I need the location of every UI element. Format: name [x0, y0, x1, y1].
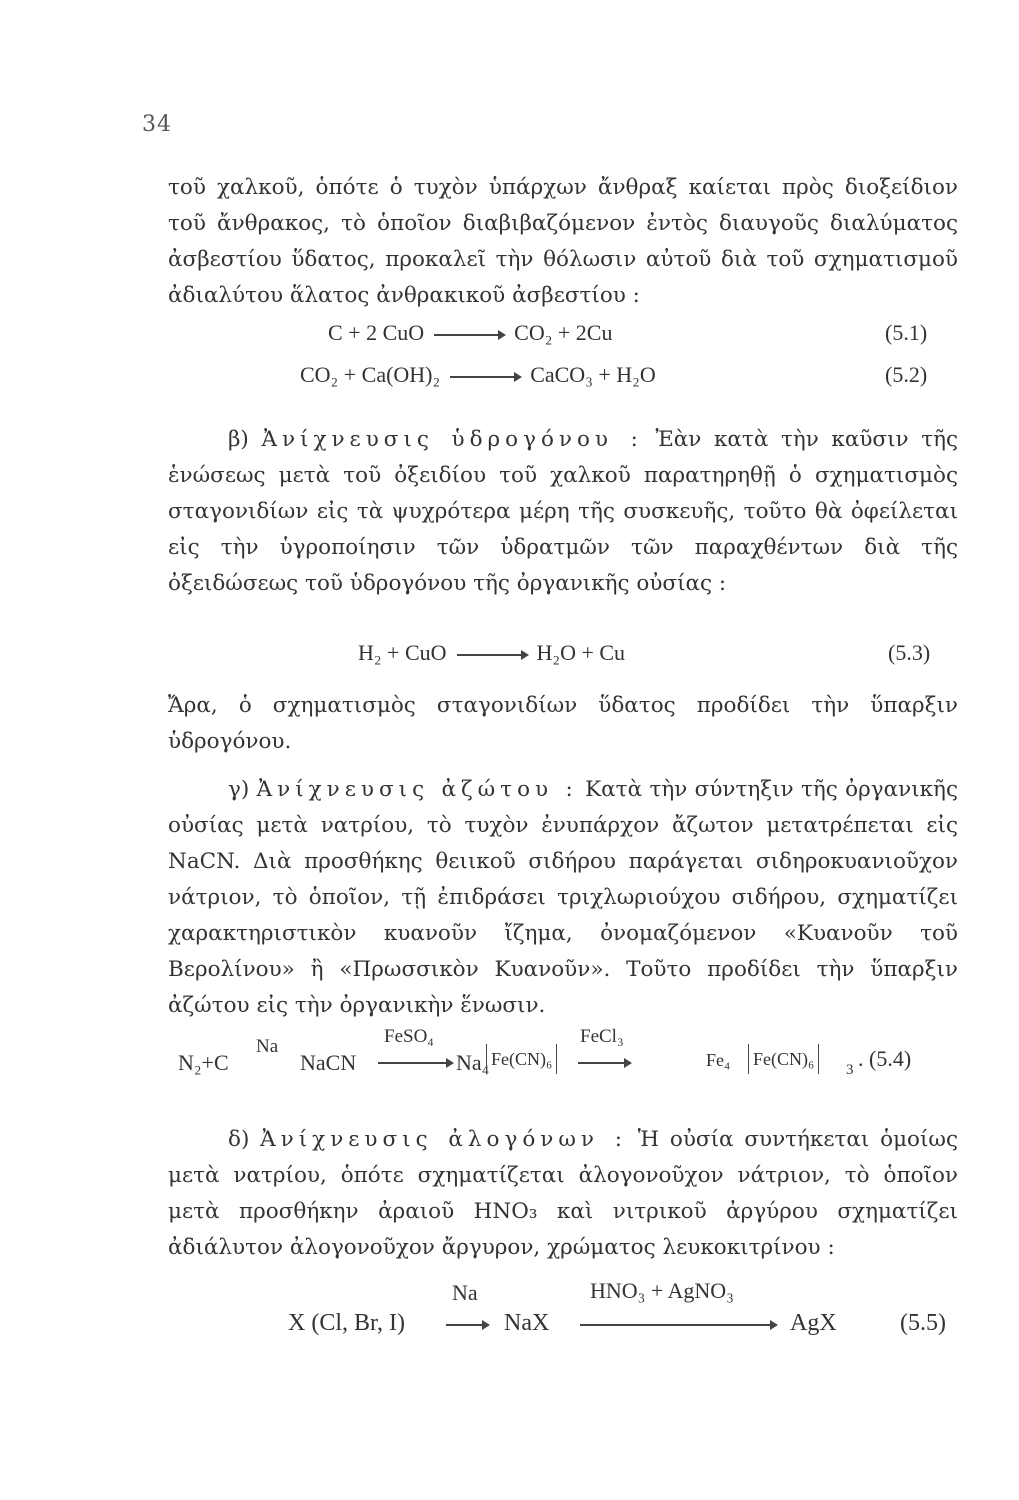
paragraph-halogen-detection	[168, 1122, 958, 1266]
eq4-n2c: N₂+C	[178, 1050, 229, 1075]
section-label: δ)	[228, 1127, 250, 1152]
eq2-right: CaCO₃ + H₂O	[530, 362, 656, 387]
reaction-arrow-icon	[580, 1324, 776, 1326]
eq4-fecl3: FeCl₃	[580, 1026, 624, 1047]
eq1-left: C + 2 CuO	[328, 320, 425, 345]
section-title: Ἀνίχνευσις ἀζώτου :	[256, 777, 578, 802]
eq4-na4: Na₄	[456, 1050, 490, 1075]
eq5-na: Na	[452, 1280, 478, 1305]
page-number: 34	[142, 112, 172, 137]
eq5-right: AgX	[790, 1310, 837, 1336]
eq5-reagents: HNO₃ + AgNO₃	[590, 1278, 734, 1303]
eq1-right: CO₂ + 2Cu	[514, 320, 613, 345]
equation-5-1	[0, 320, 1019, 356]
section-text: Κατὰ τὴν σύντηξιν τῆς ὀργανικῆς οὐσίας μετὰ νατρίου, τὸ τυχὸν ἐνυπάρχον ἄζωτον μετατρέπεται εἰς NaCN. Διὰ προσθήκης θειικοῦ σιδήρου παράγεται σιδηροκυανιοῦχον νάτριον, τὸ ὁποῖον, τῇ ἐπιδράσει τριχλωριούχου σιδήρου, σχηματίζει χαρακτηριστικὸν κυανοῦν ἴζημα, ὀνομαζόμενον «Κυανοῦν τοῦ Βερολίνου» ἢ «Πρωσσικὸν Κυανοῦν». Τοῦτο προδίδει τὴν ὕπαρξιν ἀζώτου εἰς τὴν ὀργανικὴν ἕνωσιν.	[168, 777, 958, 1018]
reaction-arrow-icon	[450, 376, 520, 378]
eq1-number: (5.1)	[885, 320, 928, 345]
eq2-number: (5.2)	[885, 362, 928, 387]
equation-5-3	[0, 640, 1019, 676]
equation-5-5	[0, 1270, 1019, 1350]
eq3-left: H₂ + CuO	[358, 640, 447, 665]
eq4-number: . (5.4)	[858, 1046, 912, 1071]
eq5-left: X (Cl, Br, I)	[288, 1310, 406, 1336]
section-text: Ἡ οὐσία συντήκεται ὁμοίως μετὰ νατρίου, ὁπότε σχηματίζεται ἀλογονοῦχον νάτριον, τὸ ὁποῖον μετὰ προσθήκην ἀραιοῦ HNO₃ καὶ νιτρικοῦ ἀργύρου σχηματίζει ἀδιάλυτον ἀλογονοῦχον ἄργυρον, χρώματος λευκοκιτρίνου :	[168, 1127, 958, 1260]
section-label: β)	[228, 427, 249, 452]
reaction-arrow-icon	[446, 1324, 488, 1326]
section-title: Ἀνίχνευσις ἀλογόνων :	[260, 1127, 627, 1152]
eq4-sub3: 3	[846, 1062, 854, 1078]
paragraph-nitrogen-detection	[168, 772, 958, 1024]
eq3-number: (5.3)	[888, 640, 931, 665]
eq4-fe4: Fe₄	[706, 1050, 731, 1070]
reaction-arrow-icon	[578, 1062, 630, 1064]
eq4-na: Na	[256, 1036, 279, 1057]
eq4-complex1: Fe(CN)₆	[486, 1044, 557, 1074]
section-text: Ἐὰν κατὰ τὴν καῦσιν τῆς ἑνώσεως μετὰ τοῦ ὀξειδίου τοῦ χαλκοῦ παρατηρηθῇ ὁ σχηματισμὸς σταγονιδίων εἰς τὰ ψυχρότερα μέρη τῆς συσκευῆς, τοῦτο θὰ ὀφείλεται εἰς τὴν ὑγροποίησιν τῶν ὑδρατμῶν τῶν παραχθέντων διὰ τῆς ὀξειδώσεως τοῦ ὑδρογόνου τῆς ὀργανικῆς οὐσίας :	[168, 427, 959, 596]
eq2-left: CO₂ + Ca(OH)₂	[300, 362, 441, 387]
eq5-number: (5.5)	[900, 1310, 946, 1336]
paragraph-copper-oxidation: τοῦ χαλκοῦ, ὁπότε ὁ τυχὸν ὑπάρχων ἄνθραξ καίεται πρὸς διοξείδιον τοῦ ἄνθρακος, τὸ ὁποῖον διαβιβαζόμενον ἐντὸς διαυγοῦς διαλύματος ἀσβεστίου ὕδατος, προκαλεῖ τὴν θόλωσιν αὐτοῦ διὰ τοῦ σχηματισμοῦ ἀδιαλύτου ἅλατος ἀνθρακικοῦ ἀσβεστίου :	[168, 175, 958, 308]
section-title: Ἀνίχνευσις ὑδρογόνου :	[261, 427, 643, 452]
eq5-mid: NaX	[504, 1310, 550, 1336]
equation-5-2	[0, 362, 1019, 398]
equation-5-4	[0, 1020, 1019, 1090]
eq4-complex2: Fe(CN)₆	[748, 1044, 819, 1074]
reaction-arrow-icon	[434, 334, 504, 336]
eq3-right: H₂O + Cu	[536, 640, 626, 665]
reaction-arrow-icon	[457, 654, 527, 656]
section-label: γ)	[228, 777, 250, 802]
reaction-arrow-icon	[378, 1062, 452, 1064]
eq4-nacn: NaCN	[300, 1050, 357, 1075]
eq4-feso4: FeSO₄	[384, 1026, 434, 1047]
paragraph-hydrogen-conclusion: Ἄρα, ὁ σχηματισμὸς σταγονιδίων ὕδατος προδίδει τὴν ὕπαρξιν ὑδρογόνου.	[168, 693, 958, 754]
paragraph-hydrogen-detection	[168, 422, 958, 602]
